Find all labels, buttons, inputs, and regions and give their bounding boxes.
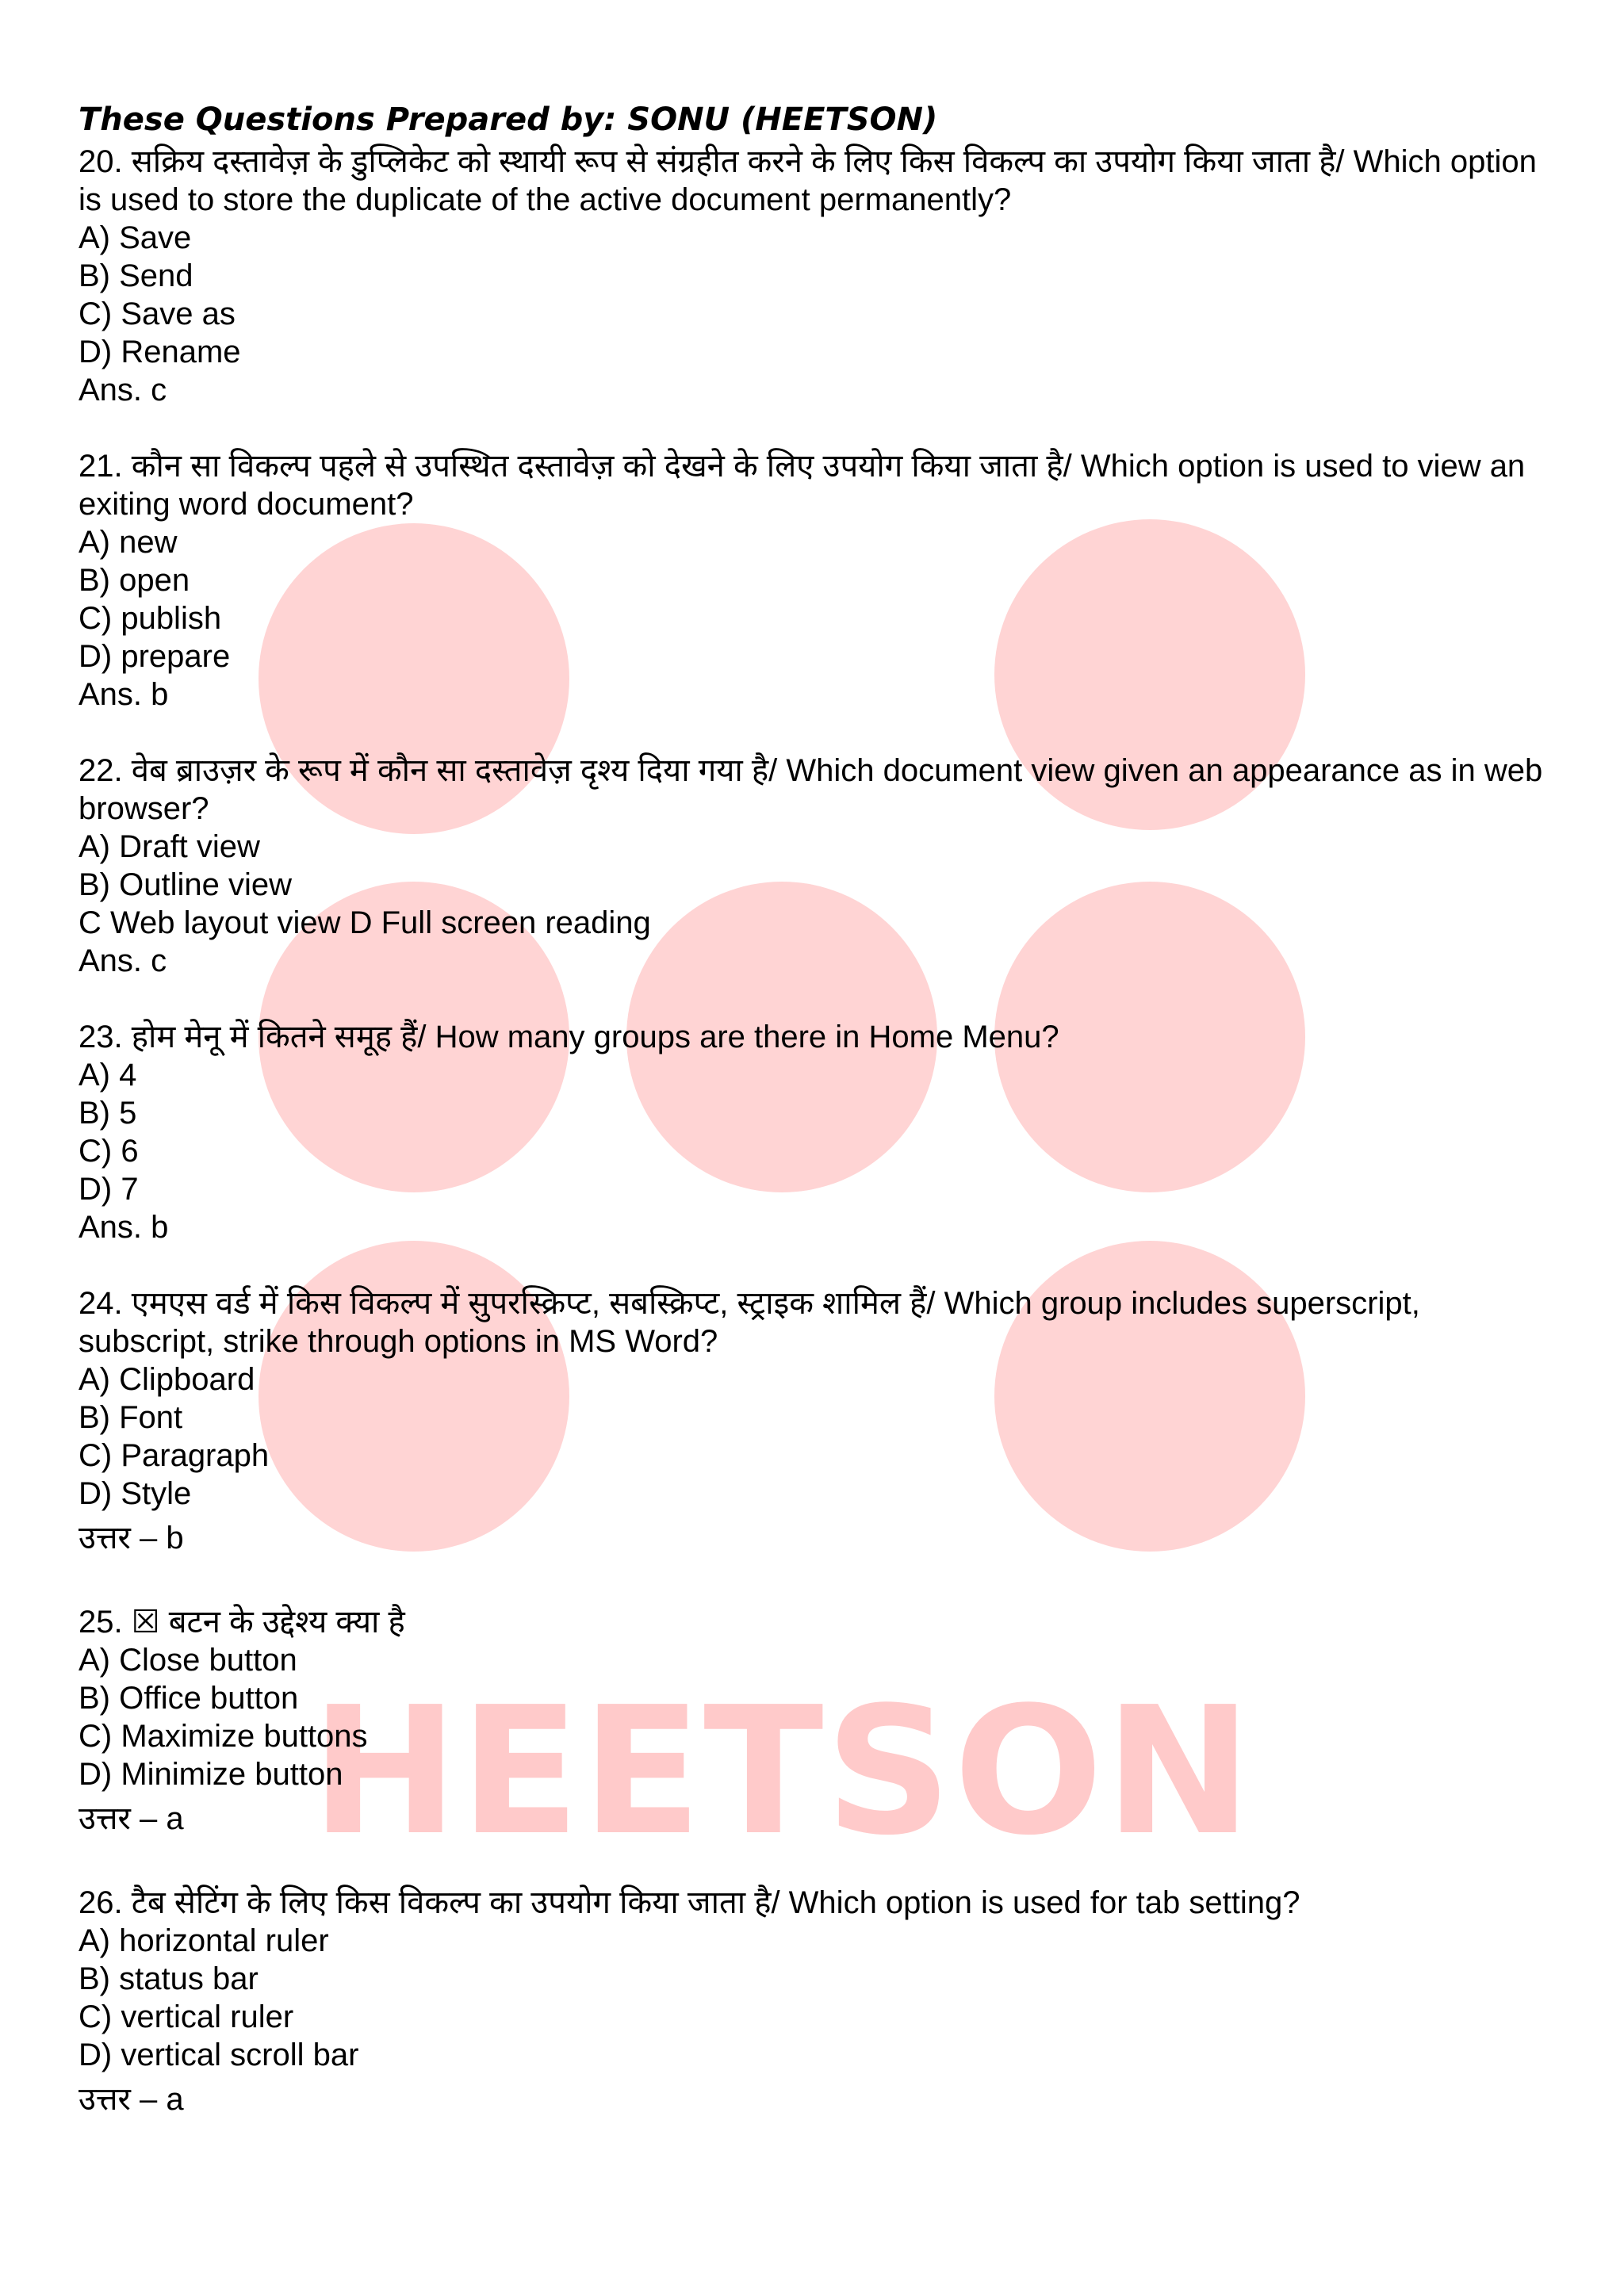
question-block xyxy=(79,1284,1553,1557)
option-a: A) new xyxy=(79,525,178,560)
option-a: A) Draft view xyxy=(79,829,260,864)
option-d: D) 7 xyxy=(79,1172,139,1207)
answer: Ans. c xyxy=(79,943,167,978)
option-c: C) vertical ruler xyxy=(79,1999,294,2034)
question-block xyxy=(79,1018,1553,1246)
question-block xyxy=(79,1603,1553,1838)
question-text: 26. टैब सेटिंग के लिए किस विकल्प का उपयोग किया जाता है/ Which option is used for tab setting? xyxy=(79,1885,1300,1920)
option-b: B) status bar xyxy=(79,1961,259,1996)
answer: Ans. c xyxy=(79,373,167,408)
option-b: B) Font xyxy=(79,1400,183,1435)
option-d: D) Rename xyxy=(79,335,241,369)
question-block xyxy=(79,752,1553,980)
option-c: C) 6 xyxy=(79,1134,139,1169)
option-d: D) Minimize button xyxy=(79,1757,343,1792)
option-b: B) Send xyxy=(79,258,193,293)
document-header: These Questions Prepared by: SONU (HEETSON) xyxy=(79,101,938,138)
option-b: B) 5 xyxy=(79,1096,137,1131)
option-d: D) vertical scroll bar xyxy=(79,2038,359,2072)
option-a: A) horizontal ruler xyxy=(79,1923,329,1958)
question-text: 24. एमएस वर्ड में किस विकल्प में सुपरस्क्रिप्ट, सबस्क्रिप्ट, स्ट्राइक शामिल हैं/ Which group includes superscript, subscript, strike through options in MS Word? xyxy=(79,1286,1420,1359)
option-a: A) 4 xyxy=(79,1058,137,1093)
option-c: C) publish xyxy=(79,601,222,636)
option-b: B) Office button xyxy=(79,1681,299,1716)
option-d: D) Style xyxy=(79,1476,192,1511)
option-c: C) Maximize buttons xyxy=(79,1719,368,1754)
option-a: A) Save xyxy=(79,220,192,255)
option-b: B) Outline view xyxy=(79,867,292,902)
option-a: A) Close button xyxy=(79,1643,297,1678)
watermark-text: HEETSON xyxy=(311,1670,1254,1874)
question-text: 25. ☒ बटन के उद्देश्य क्या है xyxy=(79,1605,405,1640)
option-a: A) Clipboard xyxy=(79,1362,255,1397)
question-text: 22. वेब ब्राउज़र के रूप में कौन सा दस्तावेज़ दृश्य दिया गया है/ Which document view given an appearance as in web browser? xyxy=(79,753,1543,826)
answer: उत्तर – a xyxy=(79,2082,184,2117)
answer: उत्तर – a xyxy=(79,1801,184,1836)
question-text: 23. होम मेनू में कितने समूह हैं/ How many groups are there in Home Menu? xyxy=(79,1020,1059,1054)
option-b: B) open xyxy=(79,563,190,598)
option-c: C) Paragraph xyxy=(79,1438,270,1473)
question-block xyxy=(79,143,1553,409)
answer: Ans. b xyxy=(79,1210,169,1245)
option-d: D) prepare xyxy=(79,639,231,674)
question-block xyxy=(79,1884,1553,2118)
answer: Ans. b xyxy=(79,677,169,712)
option-c: C) Save as xyxy=(79,297,236,331)
question-text: 21. कौन सा विकल्प पहले से उपस्थित दस्तावेज़ को देखने के लिए उपयोग किया जाता है/ Which option is used to view an exiting word document? xyxy=(79,449,1526,522)
document-body xyxy=(79,97,1553,2118)
question-text: 20. सक्रिय दस्तावेज़ के डुप्लिकेट को स्थायी रूप से संग्रहीत करने के लिए किस विकल्प का उपयोग किया जाता है/ Which option is used to store the duplicate of the active document permanently? xyxy=(79,144,1537,217)
answer: उत्तर – b xyxy=(79,1521,184,1556)
option-c-d: C Web layout view D Full screen reading xyxy=(79,905,651,940)
question-block xyxy=(79,447,1553,714)
